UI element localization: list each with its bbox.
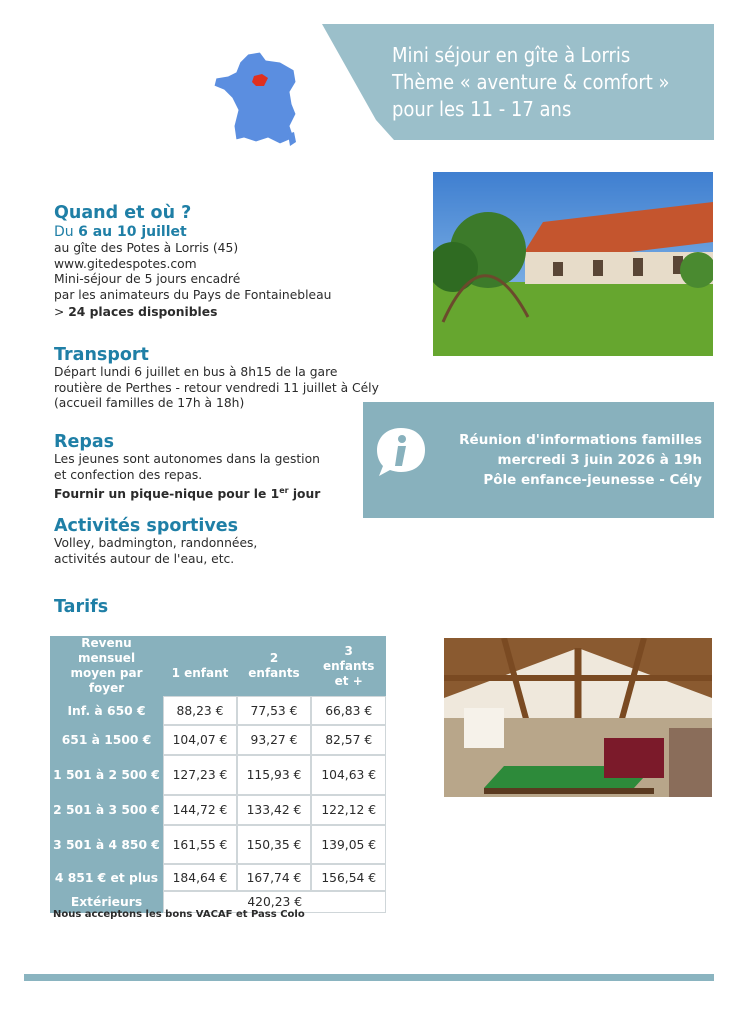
title-banner [322, 24, 714, 140]
table-row: 4 851 € et plus 184,64 € 167,74 € 156,54 € [50, 864, 386, 891]
header-2-enfants: 2 enfants [237, 636, 311, 696]
section-activites: Activités sportives Volley, badmington, randonnées, activités autour de l'eau, etc. [54, 516, 384, 567]
title-line-3: pour les 11 - 17 ans [392, 97, 572, 121]
table-row-exterieurs: Extérieurs 420,23 € [50, 891, 386, 913]
section-heading: Tarifs [54, 597, 109, 617]
section-heading: Activités sportives [54, 516, 239, 536]
section-heading: Quand et où ? [54, 203, 192, 223]
tarifs-table [50, 636, 386, 913]
section-tarifs [54, 597, 108, 617]
table-row: 651 à 1500 € 104,07 € 93,27 € 82,57 € [50, 725, 386, 755]
info-meeting-box: Réunion d'informations familles mercredi 3 juin 2026 à 19h Pôle enfance-jeunesse - Cély [363, 402, 714, 518]
header-3-enfants: 3 enfants et + [311, 636, 386, 696]
table-row: Inf. à 650 € 88,23 € 77,53 € 66,83 € [50, 696, 386, 725]
section-transport: Transport Départ lundi 6 juillet en bus à 8h15 de la gare routière de Perthes - retour vendredi 11 juillet à Cély (accueil familles de 17h à 18h) [54, 345, 424, 412]
header-1-enfant: 1 enfant [163, 636, 237, 696]
section-quand: Quand et où ? Du 6 au 10 juillet au gîte des Potes à Lorris (45) www.gitedespotes.com Mini-séjour de 5 jours encadré par les animateurs du Pays de Fontainebleau > 24 places disponibles [54, 203, 424, 321]
section-repas: Repas Les jeunes sont autonomes dans la gestion et confection des repas. Fournir un pique-nique pour le 1er jour [54, 432, 364, 503]
section-heading: Transport [54, 345, 149, 365]
table-row: 1 501 à 2 500 € 127,23 € 115,93 € 104,63 € [50, 755, 386, 795]
title-line-1: Mini séjour en gîte à Lorris [392, 43, 631, 67]
table-row: 2 501 à 3 500 € 144,72 € 133,42 € 122,12 € [50, 795, 386, 825]
table-row: 3 501 à 4 850 € 161,55 € 150,35 € 139,05 € [50, 825, 386, 864]
title-line-2: Thème « aventure & comfort » [392, 70, 670, 94]
bottom-divider [24, 974, 714, 981]
gite-interior-photo [444, 638, 712, 797]
date: 6 au 10 juillet [78, 224, 187, 240]
website-link[interactable]: www.gitedespotes.com [54, 256, 197, 271]
gite-exterior-photo [433, 172, 713, 356]
places-available: 24 places disponibles [68, 305, 218, 319]
vacaf-note: Nous acceptons les bons VACAF et Pass Colo [53, 909, 305, 920]
header-revenu: Revenu mensuel moyen par foyer [50, 636, 163, 696]
section-heading: Repas [54, 432, 115, 452]
chevron-right-icon: > [54, 305, 65, 319]
france-map [210, 48, 310, 148]
